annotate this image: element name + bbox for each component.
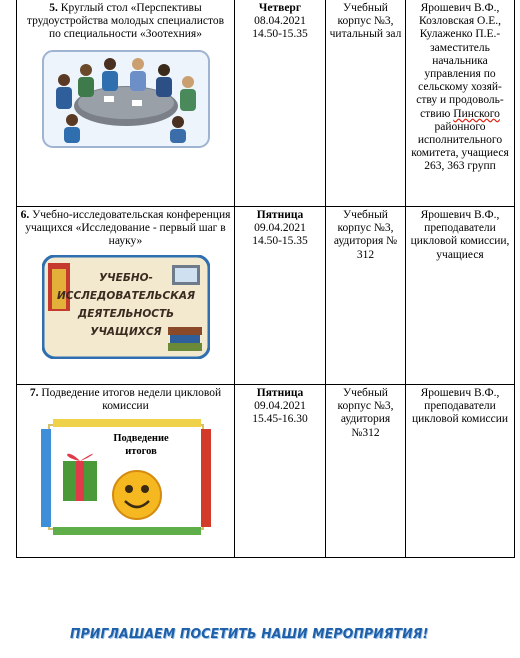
event-date: 09.04.2021 [254, 400, 306, 413]
event-cell [17, 0, 235, 207]
poster-line-2: итогов [124, 446, 157, 458]
place-cell [326, 207, 406, 385]
people-cell [406, 207, 515, 385]
event-cell [17, 207, 235, 385]
event-day: Пятница [256, 387, 304, 399]
events-table [16, 0, 515, 558]
event-place: Учебный корпус №3, аудитория №312 [337, 387, 394, 439]
people-cell [406, 385, 515, 558]
event-number: 7. [29, 387, 39, 399]
round-table-image [42, 50, 210, 148]
table-row [17, 0, 515, 207]
event-title: Учебно-исследовательская конференция учащихся «Исследование - первый шаг в науку» [25, 209, 231, 248]
invitation-banner: ПРИГЛАШАЕМ ПОСЕТИТЬ НАШИ МЕРОПРИЯТИЯ! [70, 626, 429, 642]
poster-line-1: Подведение [112, 433, 169, 445]
table-row [17, 207, 515, 385]
event-people-rest: районного исполнительного комитета, учащиеся 263, 363 групп [411, 120, 509, 173]
date-cell [235, 0, 326, 207]
poster-line-1: УЧЕБНО- [98, 271, 153, 284]
event-title: Подведение итогов недели цикловой комиссии [41, 387, 222, 413]
event-place: Учебный корпус №3, читальный зал [329, 2, 402, 41]
summary-poster-image [41, 419, 211, 535]
event-title: Круглый стол «Перспективы трудоустройства молодых специалистов по специальности «Зоотехния» [26, 2, 225, 41]
event-time: 14.50-15.35 [252, 28, 308, 41]
event-number: 5. [49, 2, 58, 14]
poster-line-3: ДЕЯТЕЛЬНОСТЬ [77, 307, 174, 320]
poster-line-4: УЧАЩИХСЯ [89, 325, 162, 338]
place-cell [326, 385, 406, 558]
event-day: Четверг [258, 2, 302, 14]
event-people-underlined: Пинского [453, 107, 500, 120]
date-cell [235, 207, 326, 385]
table-row [17, 385, 515, 558]
event-number: 6. [20, 209, 30, 221]
event-people: Ярошевич В.Ф., преподаватели цикловой комиссии [412, 387, 508, 426]
research-poster-image [42, 255, 210, 359]
event-day: Пятница [256, 209, 304, 221]
place-cell [326, 0, 406, 207]
poster-line-2: ИССЛЕДОВАТЕЛЬСКАЯ [56, 289, 195, 302]
event-time: 14.50-15.35 [252, 235, 308, 248]
event-people: Ярошевич В.Ф., преподаватели цикловой комиссии, учащиеся [410, 209, 510, 261]
event-place: Учебный корпус №3, аудитория № 312 [333, 209, 398, 261]
people-cell [406, 0, 515, 207]
event-date: 09.04.2021 [254, 222, 306, 235]
event-people: Ярошевич В.Ф., Козловская О.Е., Кулаженко П.Е.- заместитель начальника управления по сельскому хозяй-ству и продоволь-ствию [416, 2, 504, 120]
date-cell [235, 385, 326, 558]
event-cell [17, 385, 235, 558]
event-time: 15.45-16.30 [252, 413, 308, 426]
event-date: 08.04.2021 [254, 15, 306, 28]
